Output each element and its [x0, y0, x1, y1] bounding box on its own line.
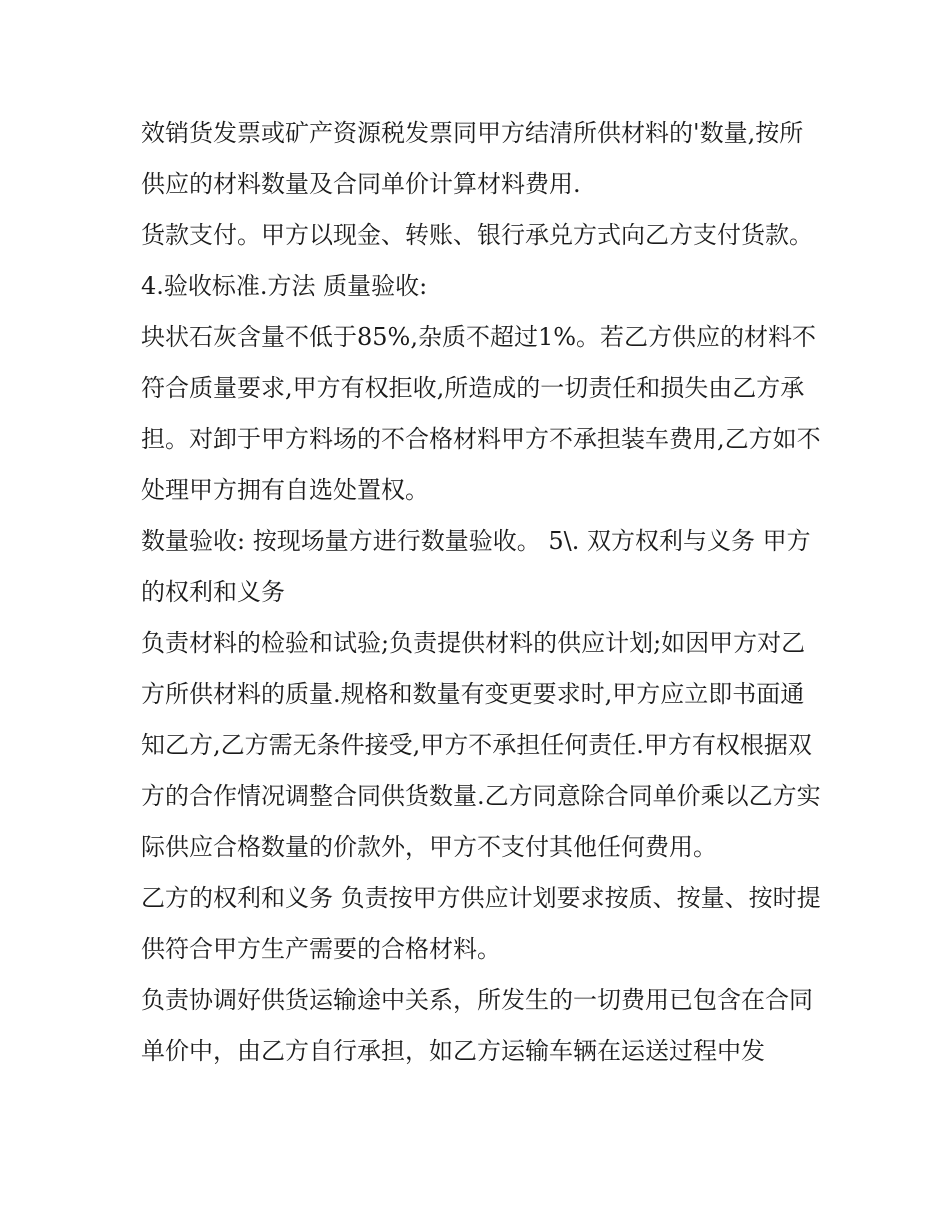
paragraph-party-b-duties: 乙方的权利和义务 负责按甲方供应计划要求按质、按量、按时提供符合甲方生产需要的合格材料。	[141, 884, 821, 963]
paragraph-party-a-duties: 负责材料的检验和试验;负责提供材料的供应计划;如因甲方对乙方所供材料的质量.规格和数量有变更要求时,甲方应立即书面通知乙方,乙方需无条件接受,甲方不承担任何责任.甲方有权根据双方的合作情况调整合同供货数量.乙方同意除合同单价乘以乙方实际供应合格数量的价款外，甲方不支付其他任何费用。	[141, 629, 821, 861]
paragraph-settlement: 效销货发票或矿产资源税发票同甲方结清所供材料的'数量,按所供应的材料数量及合同单价计算材料费用.	[141, 119, 804, 198]
paragraph-quality-acceptance: 块状石灰含量不低于85%,杂质不超过1%。若乙方供应的材料不符合质量要求,甲方有权拒收,所造成的一切责任和损失由乙方承担。对卸于甲方料场的不合格材料甲方不承担装车费用,乙方如不处理甲方拥有自选处置权。	[141, 323, 821, 504]
paragraph-transport: 负责协调好供货运输途中关系，所发生的一切费用已包含在合同单价中，由乙方自行承担，如乙方运输车辆在运送过程中发	[141, 986, 813, 1065]
paragraph-payment: 货款支付。甲方以现金、转账、银行承兑方式向乙方支付货款。 4.验收标准.方法 质量验收:	[141, 221, 813, 300]
document-body	[141, 108, 821, 1077]
paragraph-quantity-acceptance: 数量验收: 按现场量方进行数量验收。 5\. 双方权利与义务 甲方的权利和义务	[141, 527, 811, 606]
